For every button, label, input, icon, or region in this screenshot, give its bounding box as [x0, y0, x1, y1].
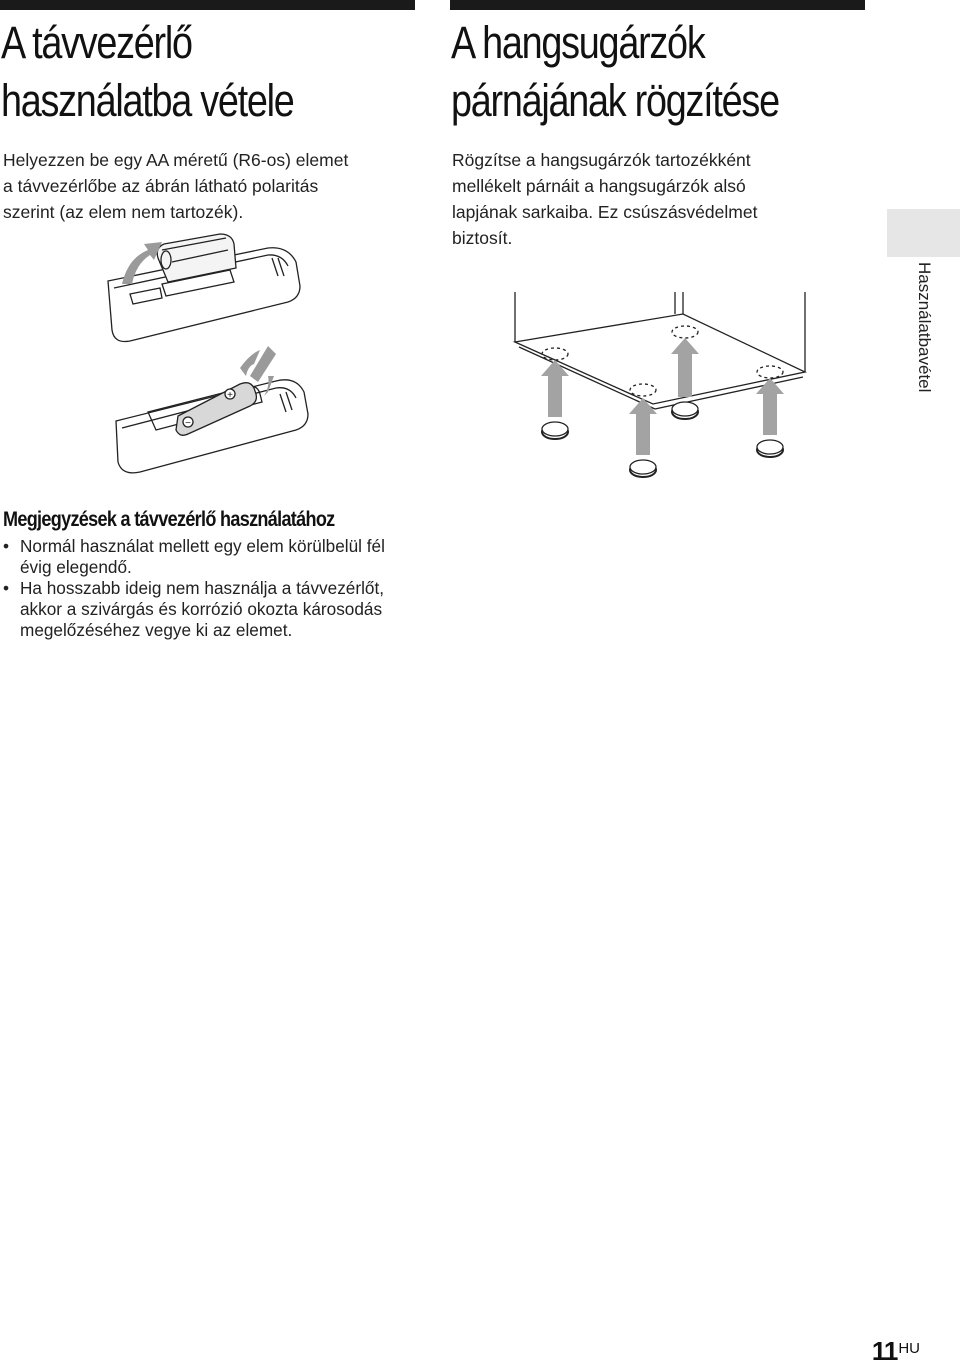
left-title-line-1: A távvezérlő [1, 17, 192, 68]
left-title-line-2: használatba vétele [1, 75, 294, 126]
right-text-line-1: Rögzítse a hangsugárzók tartozékként [452, 150, 751, 170]
page-number-value: 11 [871, 1336, 898, 1366]
page-number [872, 1336, 920, 1367]
left-top-rule [0, 0, 415, 10]
left-section-title [1, 14, 294, 130]
left-text-line-3: szerint (az elem nem tartozék). [3, 202, 244, 222]
right-section-title [451, 14, 779, 130]
note-2-line-2: akkor a szivárgás és korrózió okozta károsodás [20, 599, 383, 619]
battery-plus-symbol: + [227, 390, 233, 401]
right-title-line-1: A hangsugárzók [451, 17, 705, 68]
side-tab-text: Használatbavétel [915, 262, 934, 393]
list-item [3, 578, 385, 641]
right-title-line-2: párnájának rögzítése [451, 75, 779, 126]
right-text-line-3: lapjának sarkaiba. Ez csúszásvédelmet [452, 202, 758, 222]
right-text-line-4: biztosít. [452, 228, 513, 248]
list-item [3, 536, 385, 578]
right-text-line-2: mellékelt párnáit a hangsugárzók alsó [452, 176, 746, 196]
bullet-icon: • [3, 578, 10, 598]
bullet-icon: • [3, 536, 10, 556]
left-text-line-2: a távvezérlőbe az ábrán látható polaritás [3, 176, 319, 196]
side-tab-label [912, 262, 936, 412]
note-1-line-2: évig elegendő. [20, 557, 132, 577]
left-section-text [3, 147, 348, 225]
remote-battery-illustration [100, 236, 315, 476]
left-text-line-1: Helyezzen be egy AA méretű (R6-os) elemet [3, 150, 349, 170]
notes-list [3, 536, 385, 641]
right-top-rule [450, 0, 865, 10]
note-2-line-3: megelőzéséhez vegye ki az elemet. [20, 620, 293, 640]
battery-minus-symbol: − [185, 418, 191, 429]
right-section-text [452, 147, 757, 251]
side-tab-marker [887, 209, 960, 257]
language-code: HU [898, 1340, 920, 1357]
note-1-line-1: Normál használat mellett egy elem körülbelül fél [20, 536, 385, 556]
note-2-line-1: Ha hosszabb ideig nem használja a távvezérlőt, [20, 578, 385, 598]
notes-title: Megjegyzések a távvezérlő használatához [3, 508, 335, 531]
speaker-pads-illustration [505, 292, 810, 477]
